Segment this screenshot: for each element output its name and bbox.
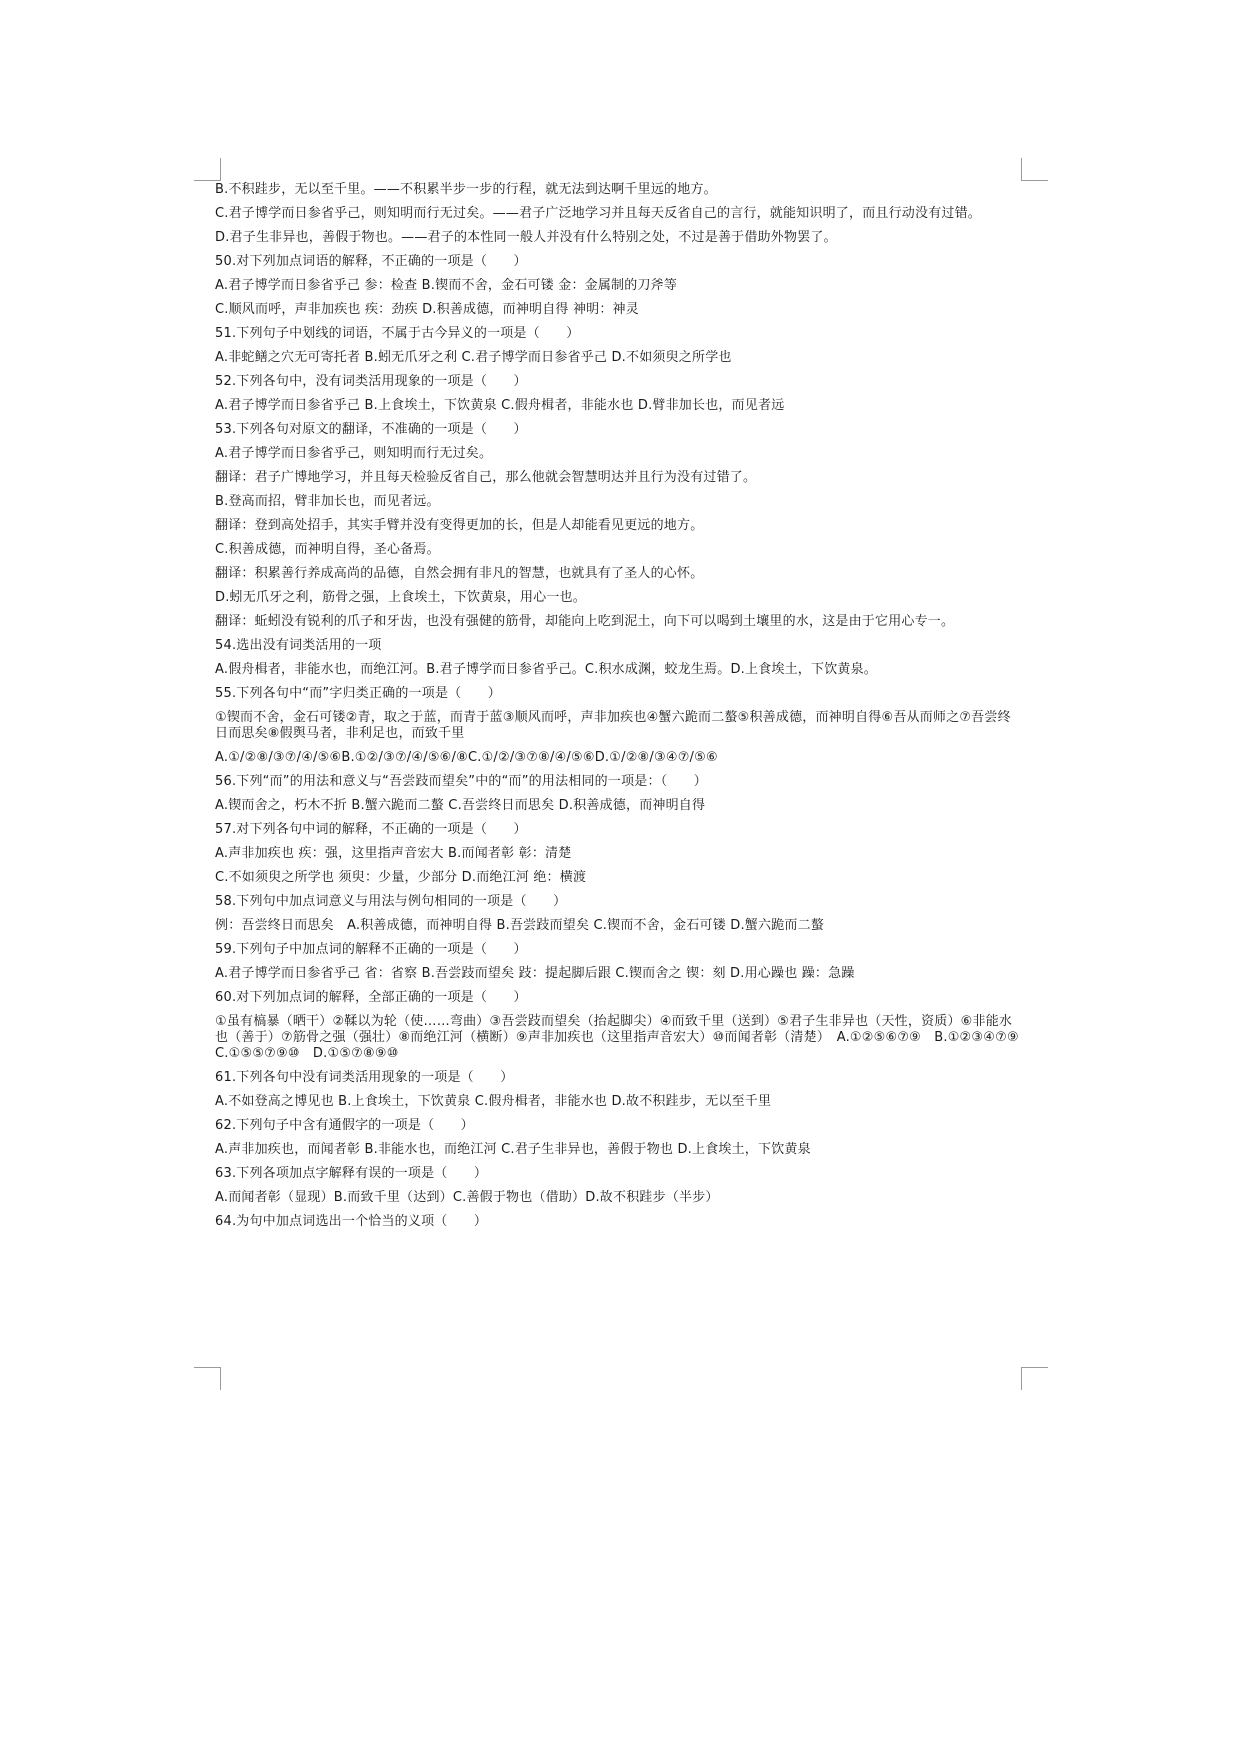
question-63: 63.下列各项加点字解释有误的一项是（ ） — [215, 1166, 488, 1181]
question-57-options-cd: C.不如须臾之所学也 须臾：少量，少部分 D.而绝江河 绝：横渡 — [215, 870, 587, 885]
question-53-option-c: C.积善成德，而神明自得，圣心备焉。 — [215, 542, 440, 557]
question-52-options: A.君子博学而日参省乎己 B.上食埃土，下饮黄泉 C.假舟楫者，非能水也 D.臂非加长也，而见者远 — [215, 398, 785, 413]
question-61: 61.下列各句中没有词类活用现象的一项是（ ） — [215, 1070, 514, 1085]
question-57-options-ab: A.声非加疾也 疾：强，这里指声音宏大 B.而闻者彰 彰：清楚 — [215, 846, 572, 861]
question-53-option-a: A.君子博学而日参省乎己，则知明而行无过矣。 — [215, 446, 493, 461]
question-55-options: A.①/②⑧/③⑦/④/⑤⑥B.①②/③⑦/④/⑤⑥/⑧C.①/②/③⑦⑧/④/⑤⑥D.①/②⑧/③④⑦/⑤⑥ — [215, 750, 718, 765]
question-53-option-b: B.登高而招，臂非加长也，而见者远。 — [215, 494, 440, 509]
crop-mark-top-right — [1021, 158, 1048, 181]
question-53-translation-d: 翻译：蚯蚓没有锐利的爪子和牙齿，也没有强健的筋骨，却能向上吃到泥土，向下可以喝到土壤里的水，这是由于它用心专一。 — [215, 614, 955, 629]
question-62-options: A.声非加疾也，而闻者彰 B.非能水也，而绝江河 C.君子生非异也，善假于物也 D.上食埃土，下饮黄泉 — [215, 1142, 811, 1157]
question-52: 52.下列各句中，没有词类活用现象的一项是（ ） — [215, 374, 527, 389]
question-54: 54.选出没有词类活用的一项 — [215, 638, 382, 653]
answer-explanation-b: B.不积跬步，无以至千里。——不积累半步一步的行程，就无法到达啊千里远的地方。 — [215, 182, 717, 197]
crop-mark-bottom-right — [1021, 1367, 1048, 1390]
question-54-options: A.假舟楫者，非能水也，而绝江河。B.君子博学而日参省乎己。C.积水成渊，蛟龙生焉。D.上食埃土，下饮黄泉。 — [215, 662, 878, 677]
question-59: 59.下列句子中加点词的解释不正确的一项是（ ） — [215, 942, 527, 957]
question-60-items-and-options: ①虽有槁暴（晒干）②鞣以为轮（使……弯曲）③吾尝跂而望矣（抬起脚尖）④而致千里（送到）⑤君子生非异也（天性，资质）⑥非能水也（善于）⑦筋骨之强（强壮）⑧而绝江河（横断）⑨声非加疾也（这里指声音宏大）⑩而闻者彰（清楚） A.①②⑤⑥⑦⑨ B.①②③④⑦⑨ C.①⑤⑤⑦⑨⑩ D.①⑤⑦⑧⑨⑩ — [215, 1014, 1033, 1061]
question-50-options-cd: C.顺风而呼，声非加疾也 疾：劲疾 D.积善成德，而神明自得 神明：神灵 — [215, 302, 639, 317]
question-53: 53.下列各句对原文的翻译，不准确的一项是（ ） — [215, 422, 527, 437]
question-53-translation-c: 翻译：积累善行养成高尚的品德，自然会拥有非凡的智慧，也就具有了圣人的心怀。 — [215, 566, 704, 581]
answer-explanation-d: D.君子生非异也，善假于物也。——君子的本性同一般人并没有什么特别之处，不过是善于借助外物罢了。 — [215, 230, 837, 245]
question-59-options: A.君子博学而日参省乎己 省：省察 B.吾尝跂而望矣 跂：提起脚后跟 C.锲而舍之 锲：刻 D.用心躁也 躁：急躁 — [215, 966, 855, 981]
question-53-option-d: D.蚓无爪牙之利，筋骨之强，上食埃土，下饮黄泉，用心一也。 — [215, 590, 586, 605]
question-62: 62.下列句子中含有通假字的一项是（ ） — [215, 1118, 474, 1133]
question-53-translation-a: 翻译：君子广博地学习，并且每天检验反省自己，那么他就会智慧明达并且行为没有过错了。 — [215, 470, 757, 485]
question-61-options: A.不如登高之博见也 B.上食埃土，下饮黄泉 C.假舟楫者，非能水也 D.故不积跬步，无以至千里 — [215, 1094, 772, 1109]
question-56-options: A.锲而舍之，朽木不折 B.蟹六跪而二螯 C.吾尝终日而思矣 D.积善成德，而神明自得 — [215, 798, 706, 813]
question-60: 60.对下列加点词的解释，全部正确的一项是（ ） — [215, 990, 527, 1005]
question-55: 55.下列各句中“而”字归类正确的一项是（ ） — [215, 686, 501, 701]
crop-mark-bottom-left — [194, 1367, 221, 1390]
question-56: 56.下列“而”的用法和意义与“吾尝跂而望矣”中的“而”的用法相同的一项是：（ ） — [215, 774, 707, 789]
question-64: 64.为句中加点词选出一个恰当的义项（ ） — [215, 1214, 488, 1229]
question-50: 50.对下列加点词语的解释，不正确的一项是（ ） — [215, 254, 527, 269]
question-53-translation-b: 翻译：登到高处招手，其实手臂并没有变得更加的长，但是人却能看见更远的地方。 — [215, 518, 704, 533]
answer-explanation-c: C.君子博学而日参省乎己，则知明而行无过矣。——君子广泛地学习并且每天反省自己的言行，就能知识明了，而且行动没有过错。 — [215, 206, 982, 221]
question-63-options: A.而闻者彰（显现）B.而致千里（达到）C.善假于物也（借助）D.故不积跬步（半步） — [215, 1190, 719, 1205]
question-51-options: A.非蛇鳝之穴无可寄托者 B.蚓无爪牙之利 C.君子博学而日参省乎己 D.不如须臾之所学也 — [215, 350, 732, 365]
question-51: 51.下列句子中划线的词语，不属于古今异义的一项是（ ） — [215, 326, 580, 341]
question-58: 58.下列句中加点词意义与用法与例句相同的一项是（ ） — [215, 894, 567, 909]
question-57: 57.对下列各句中词的解释，不正确的一项是（ ） — [215, 822, 527, 837]
question-50-options-ab: A.君子博学而日参省乎己 参：检查 B.锲而不舍，金石可镂 金：金属制的刀斧等 — [215, 278, 678, 293]
document-body — [215, 182, 1033, 1238]
crop-mark-top-left — [194, 158, 221, 181]
question-55-sentences: ①锲而不舍，金石可镂②青，取之于蓝，而青于蓝③顺风而呼，声非加疾也④蟹六跪而二螯⑤积善成德，而神明自得⑥吾从而师之⑦吾尝终日而思矣⑧假舆马者，非利足也，而致千里 — [215, 710, 1011, 741]
question-58-options: 例：吾尝终日而思矣 A.积善成德，而神明自得 B.吾尝跂而望矣 C.锲而不舍，金石可镂 D.蟹六跪而二螯 — [215, 918, 824, 933]
